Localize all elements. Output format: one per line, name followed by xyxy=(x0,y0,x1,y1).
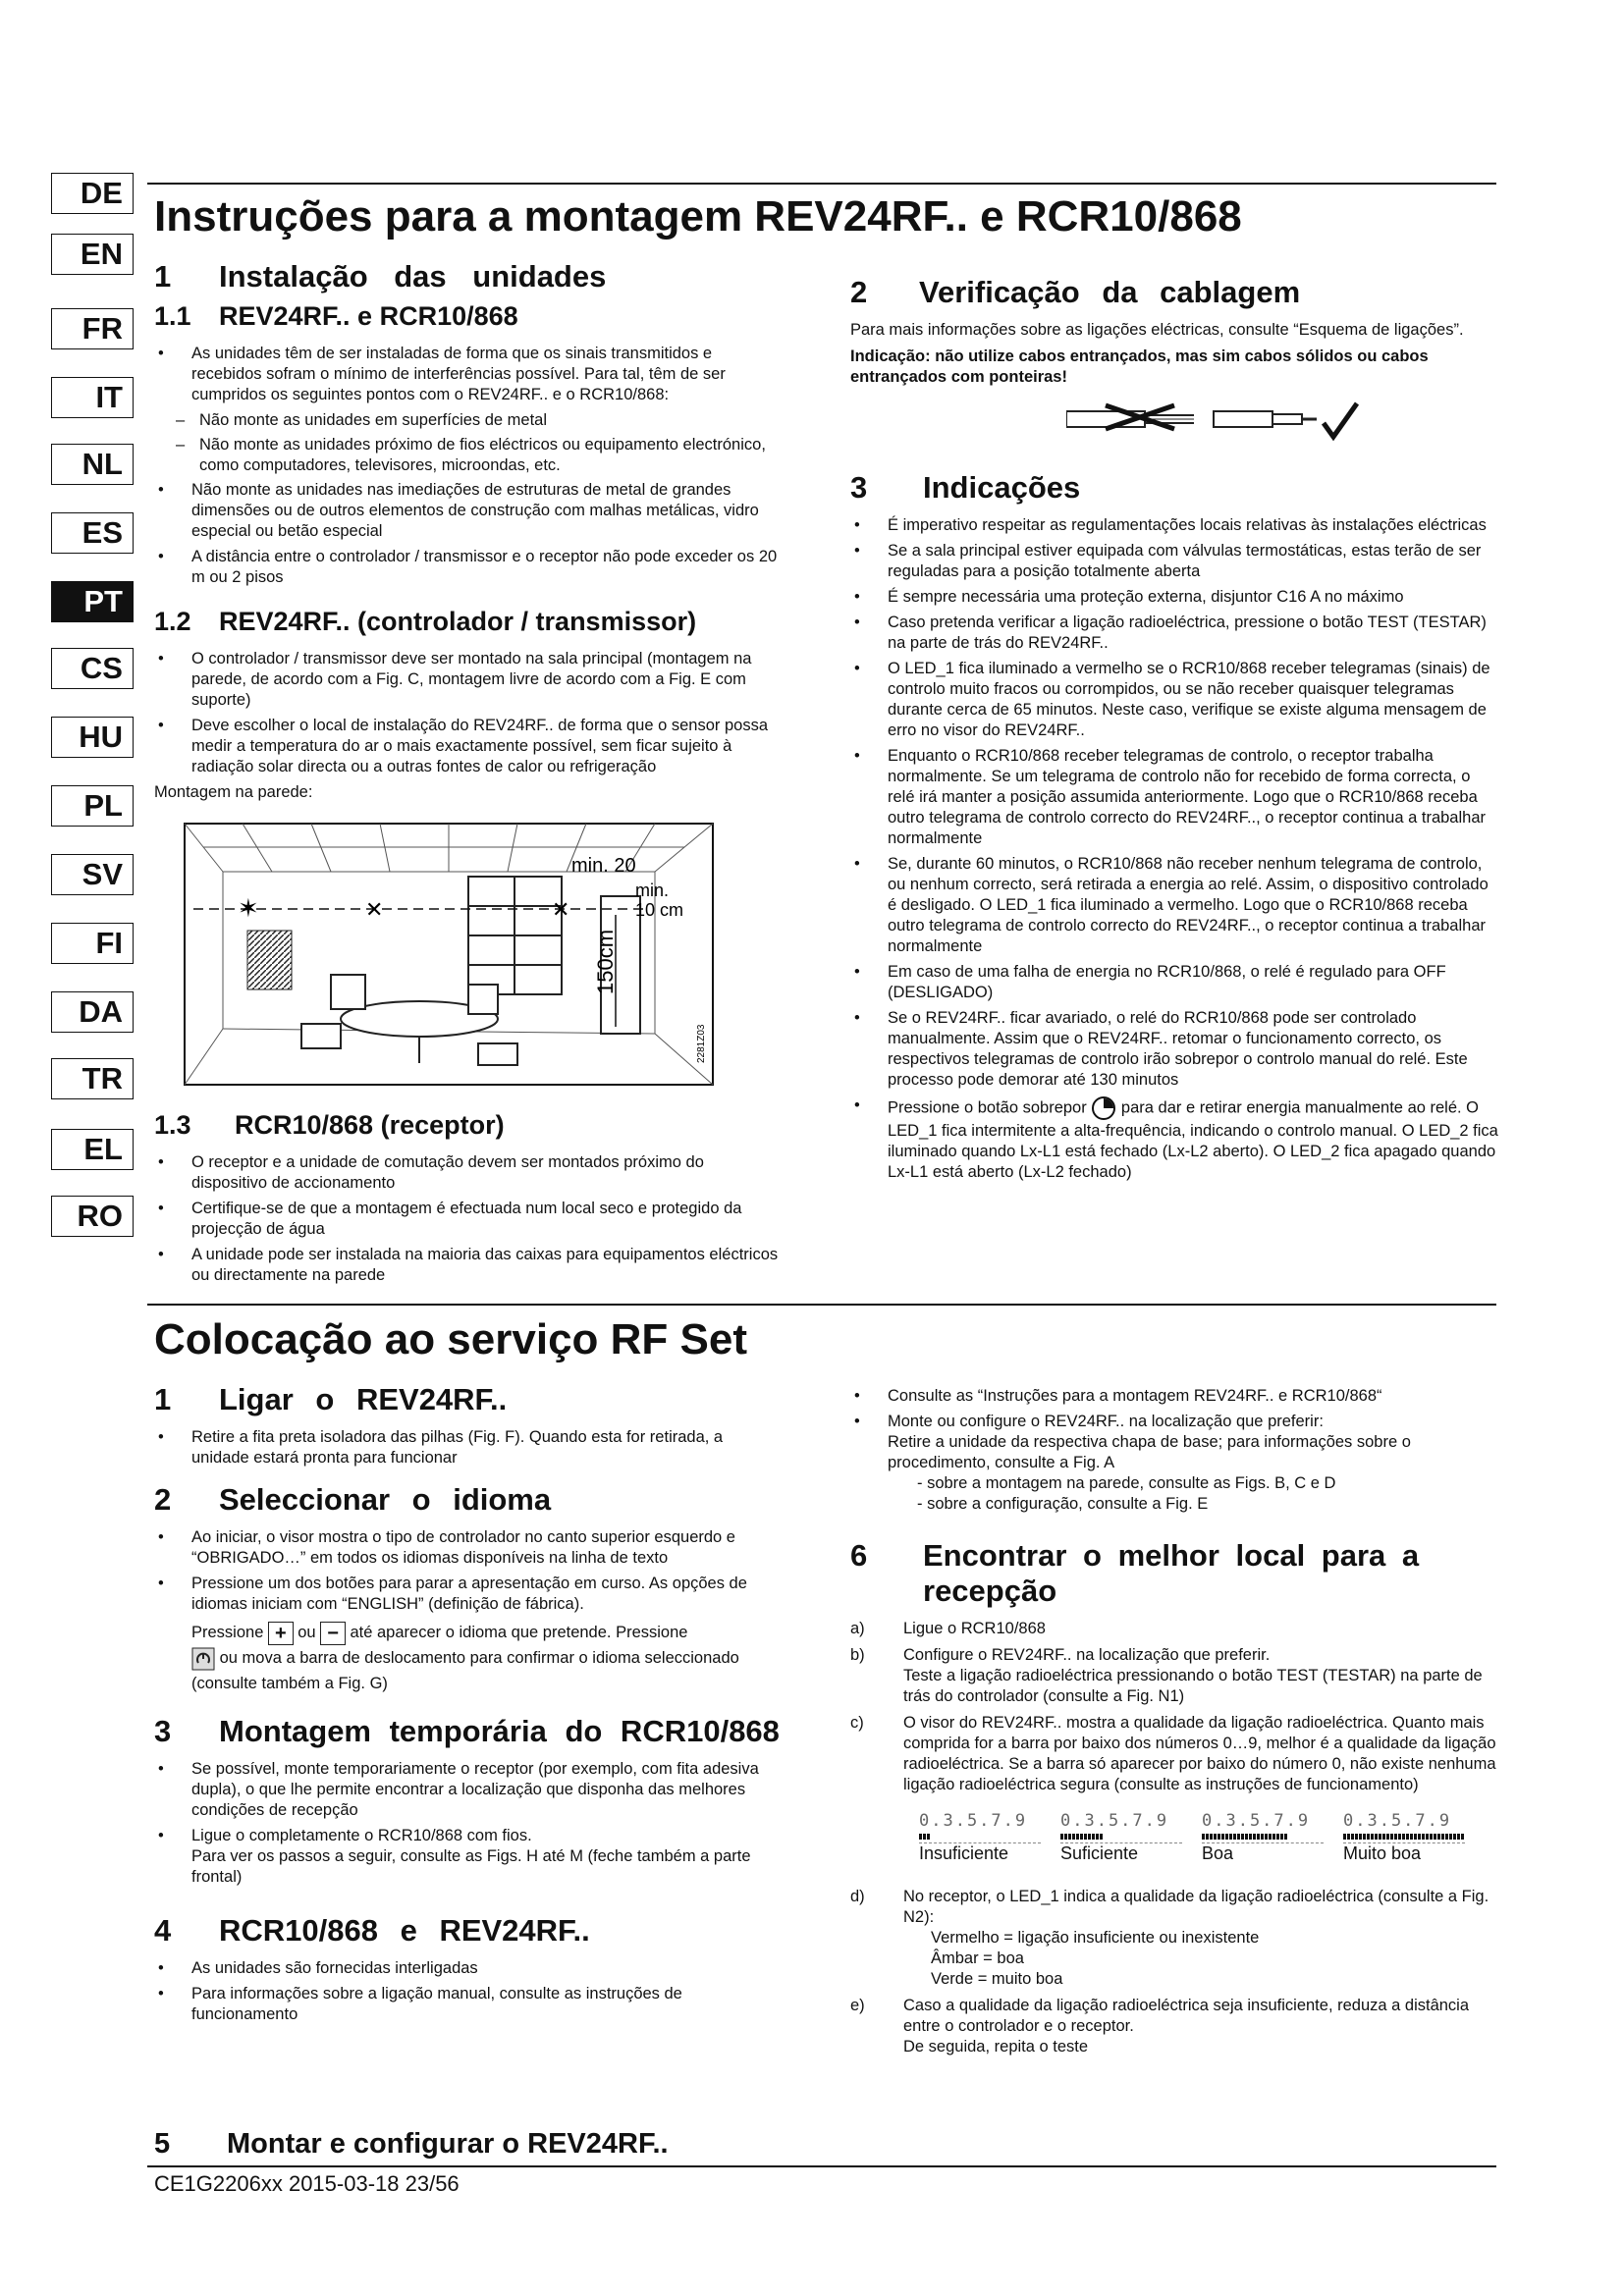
footer-rule xyxy=(147,2165,1496,2167)
signal-label: Boa xyxy=(1202,1843,1234,1863)
bullet: • Se a sala principal estiver equipada com válvulas termostáticas, estas terão de ser reguladas para a posição totalmente aberta xyxy=(850,541,1500,582)
dash-text: Não monte as unidades próximo de fios eléctricos ou equipamento electrónico, como computadores, televisores, microondas, etc. xyxy=(199,436,766,474)
section-title: Verificação da cablagem xyxy=(919,275,1301,309)
language-tab-tr[interactable]: TR xyxy=(51,1058,134,1099)
signal-digits: 0.3.5.7.9 xyxy=(1060,1811,1169,1831)
dash-item: – Não monte as unidades em superfícies de metal xyxy=(176,411,548,429)
scroll-confirm-icon xyxy=(191,1647,215,1671)
section-title: REV24RF.. (controlador / transmissor) xyxy=(219,607,697,636)
bullet xyxy=(850,1412,1500,1515)
step-text: Configure o REV24RF.. na localização que preferir. xyxy=(903,1646,1271,1664)
signal-digits: 0.3.5.7.9 xyxy=(1202,1811,1311,1831)
language-tab-es[interactable]: ES xyxy=(51,512,134,554)
section-title: Encontrar o melhor local para a recepção xyxy=(923,1538,1420,1608)
section-number: 2 xyxy=(154,1482,172,1517)
dim-min20: min. 20 xyxy=(571,855,636,877)
bullet: • Certifique-se de que a montagem é efectuada num local seco e protegido da projecção de água xyxy=(154,1199,783,1240)
until-text: até aparecer o idioma que pretende. Pressione xyxy=(350,1624,688,1641)
step-a xyxy=(850,1619,1500,1639)
step-key: c) xyxy=(850,1714,864,1732)
override-button-icon xyxy=(1091,1095,1116,1121)
section-title: Montagem temporária do RCR10/868 xyxy=(219,1714,780,1748)
top-rule xyxy=(147,183,1496,185)
confirm-text: ou mova a barra de deslocamento para confirmar o idioma seleccionado (consulte também a Fig. G) xyxy=(191,1649,739,1692)
language-tab-sv[interactable]: SV xyxy=(51,854,134,895)
section-number: 2 xyxy=(850,275,868,309)
bullet: • A distância entre o controlador / transmissor e o receptor não pode exceder os 20 m ou 2 pisos xyxy=(154,547,783,588)
section-title: Montar e configurar o REV24RF.. xyxy=(227,2128,669,2160)
bullet: • Ao iniciar, o visor mostra o tipo de controlador no canto superior esquerdo e “OBRIGADO…” em todos os idiomas disponíveis na linha de texto xyxy=(154,1527,783,1569)
bullet: • Não monte as unidades nas imediações de estruturas de metal de grandes dimensões ou de outros elementos de construção com malhas metálicas, vidro especial ou betão especial xyxy=(154,480,783,542)
led-green: Verde = muito boa xyxy=(931,1970,1063,1988)
step-key: a) xyxy=(850,1620,865,1637)
signal-quality-row xyxy=(850,1811,1500,1865)
dash-text: Não monte as unidades em superfícies de metal xyxy=(199,411,548,429)
signal-indicator xyxy=(919,1811,1041,1864)
step-text: No receptor, o LED_1 indica a qualidade da ligação radioeléctrica (consulte a Fig. N2): xyxy=(903,1888,1489,1926)
bullet: • Deve escolher o local de instalação do REV24RF.. de forma que o sensor possa medir a temperatura do ar o mais exactamente possível, sem ficar sujeito à radiação solar directa ou a outras fontes de calor ou refrigeração xyxy=(154,716,783,777)
signal-label: Insuficiente xyxy=(919,1843,1009,1863)
step-text: Caso a qualidade da ligação radioeléctrica seja insuficiente, reduza a distância entre o controlador e o receptor. xyxy=(903,1997,1470,2035)
language-tab-fi[interactable]: FI xyxy=(51,923,134,964)
section-title: Instalação das unidades xyxy=(219,259,607,294)
signal-indicator xyxy=(1060,1811,1182,1864)
section-number: 1.3 xyxy=(154,1110,191,1140)
override-text-b: para dar e retirar energia manualmente ao relé. O LED_1 fica intermitente a alta-frequência, indicando o controlo manual. O LED_2 fica iluminado quando Lx-L1 está fechado (Lx-L2 aberto). O LED_2 fica apagado quando Lx-L1 está aberto (Lx-L2 fechado) xyxy=(888,1098,1498,1181)
signal-indicator xyxy=(1202,1811,1324,1864)
step-key: d) xyxy=(850,1888,865,1905)
press-text: Pressione xyxy=(191,1624,264,1641)
section-number: 6 xyxy=(850,1538,868,1573)
bullet: • Consulte as “Instruções para a montagem REV24RF.. e RCR10/868“ xyxy=(850,1386,1500,1407)
signal-digits: 0.3.5.7.9 xyxy=(919,1811,1028,1831)
or-text: ou xyxy=(298,1624,316,1641)
signal-indicator xyxy=(1343,1811,1465,1864)
bullet: • Pressione um dos botões para parar a apresentação em curso. As opções de idiomas iniciam com “ENGLISH” (definição de fábrica). xyxy=(154,1574,783,1615)
section-title: Indicações xyxy=(923,470,1081,505)
figure-code: 2281Z03 xyxy=(696,1024,707,1063)
section-number: 3 xyxy=(154,1714,172,1748)
section-number: 1.2 xyxy=(154,607,191,636)
rf-set-left-column xyxy=(154,1376,783,2030)
bullet: • As unidades são fornecidas interligadas xyxy=(154,1958,783,1979)
language-tab-pl[interactable]: PL xyxy=(51,785,134,827)
wall-mount-label: Montagem na parede: xyxy=(154,783,313,801)
step-key: b) xyxy=(850,1646,865,1664)
footer-code: CE1G2206xx 2015-03-18 23/56 xyxy=(154,2171,460,2196)
language-tab-fr[interactable]: FR xyxy=(51,308,134,349)
section-number: 1.1 xyxy=(154,301,191,331)
bullet: • Retire a fita preta isoladora das pilhas (Fig. F). Quando esta for retirada, a unidade estará pronta para funcionar xyxy=(154,1427,783,1468)
section-number: 5 xyxy=(154,2128,171,2160)
bullet: • É imperativo respeitar as regulamentações locais relativas às instalações eléctricas xyxy=(850,515,1500,536)
wiring-note: Indicação: não utilize cabos entrançados, mas sim cabos sólidos ou cabos entrançados com ponteiras! xyxy=(850,347,1429,386)
language-tab-de[interactable]: DE xyxy=(51,173,134,214)
signal-bar xyxy=(1343,1834,1465,1840)
bullet xyxy=(154,1826,783,1888)
section-5-header xyxy=(154,2126,669,2162)
bullet xyxy=(850,1095,1500,1183)
cable-cross-icon xyxy=(1066,401,1371,441)
section-number: 1 xyxy=(154,259,172,294)
dash-item: – Não monte as unidades próximo de fios eléctricos ou equipamento electrónico, como computadores, televisores, microondas, etc. xyxy=(176,436,766,474)
language-tab-pt[interactable]: PT xyxy=(51,581,134,622)
section-title: Ligar o REV24RF.. xyxy=(219,1382,508,1416)
bullet: • Em caso de uma falha de energia no RCR10/868, o relé é regulado para OFF (DESLIGADO) xyxy=(850,962,1500,1003)
signal-label: Muito boa xyxy=(1343,1843,1422,1863)
bullet-line: Ligue o completamente o RCR10/868 com fios. xyxy=(191,1827,532,1844)
bullet-line: Para ver os passos a seguir, consulte as Figs. H até M (feche também a parte frontal) xyxy=(191,1847,751,1886)
step-text: Teste a ligação radioeléctrica pressionando o botão TEST (TESTAR) na parte de trás do controlador (consulte a Fig. N1) xyxy=(903,1667,1483,1705)
bullet: • Se o REV24RF.. ficar avariado, o relé do RCR10/868 pode ser controlado manualmente. Assim que o REV24RF.. retomar o funcionamento correcto, os respectivos telegramas de controlo irão sobrepor o controlo manual do relé. Este processo pode demorar até 130 minutos xyxy=(850,1008,1500,1091)
dim-min: min. xyxy=(635,881,670,900)
signal-bar xyxy=(919,1834,931,1840)
override-text-a: Pressione o botão sobrepor xyxy=(888,1098,1087,1117)
bullet: • A unidade pode ser instalada na maioria das caixas para equipamentos eléctricos ou directamente na parede xyxy=(154,1245,783,1286)
plus-button[interactable]: + xyxy=(268,1622,294,1645)
language-tab-cs[interactable]: CS xyxy=(51,648,134,689)
middle-rule xyxy=(147,1304,1496,1306)
section-number: 4 xyxy=(154,1913,172,1948)
svg-text:✕: ✕ xyxy=(552,898,570,923)
rf-set-right-column xyxy=(850,1386,1500,2063)
section-title-rf-set: Colocação ao serviço RF Set xyxy=(154,1315,747,1363)
section-title: RCR10/868 e REV24RF.. xyxy=(219,1913,590,1948)
minus-button[interactable]: − xyxy=(320,1622,346,1645)
language-tab-da[interactable]: DA xyxy=(51,991,134,1033)
signal-label: Suficiente xyxy=(1060,1843,1139,1863)
bullet-line: Monte ou configure o REV24RF.. na localização que preferir: xyxy=(888,1413,1324,1430)
step-key: e) xyxy=(850,1997,865,2014)
language-instructions xyxy=(154,1620,783,1696)
bullet: • O receptor e a unidade de comutação devem ser montados próximo do dispositivo de accionamento xyxy=(154,1152,783,1194)
dim-10cm: 10 cm xyxy=(635,900,684,920)
install-column xyxy=(154,259,783,1291)
language-tab-nl[interactable]: NL xyxy=(51,444,134,485)
bullet-line: - sobre a configuração, consulte a Fig. E xyxy=(917,1495,1209,1513)
room-illustration xyxy=(184,823,714,1086)
step-text: O visor do REV24RF.. mostra a qualidade da ligação radioeléctrica. Quanto mais comprida for a barra por baixo dos números 0…9, melhor é a qualidade da ligação radioeléctrica. Se a barra só aparecer por baixo do número 0, não existe nenhuma ligação radioeléctrica segura (consulte as instruções de funcionamento) xyxy=(903,1714,1496,1793)
step-text: Ligue o RCR10/868 xyxy=(903,1620,1046,1637)
bullet: • O LED_1 fica iluminado a vermelho se o RCR10/868 receber telegramas (sinais) de controlo muito fracos ou corrompidos, ou se não receber quaisquer telegramas durante cerca de 65 minutos. Neste caso, verifique se existe alguma mensagem de erro no visor do REV24RF.. xyxy=(850,659,1500,741)
bullet: • As unidades têm de ser instaladas de forma que os sinais transmitidos e recebidos sofram o mínimo de interferências possível. Para tal, têm de ser cumpridos os seguintes pontos com o REV24RF.. e o RCR10/868: xyxy=(154,344,783,405)
language-tab-en[interactable]: EN xyxy=(51,234,134,275)
language-tab-hu[interactable]: HU xyxy=(51,717,134,758)
bullet: • É sempre necessária uma proteção externa, disjuntor C16 A no máximo xyxy=(850,587,1500,608)
language-tab-it[interactable]: IT xyxy=(51,377,134,418)
bullet-line: - sobre a montagem na parede, consulte as Figs. B, C e D xyxy=(917,1474,1336,1492)
bullet: • O controlador / transmissor deve ser montado na sala principal (montagem na parede, de acordo com a Fig. C, montagem livre de acordo com a Fig. E com suporte) xyxy=(154,649,783,711)
page-title: Instruções para a montagem REV24RF.. e RCR10/868 xyxy=(154,192,1242,240)
wiring-text: Para mais informações sobre as ligações eléctricas, consulte “Esquema de ligações”. xyxy=(850,321,1464,339)
step-text: De seguida, repita o teste xyxy=(903,2038,1089,2056)
bullet: • Se, durante 60 minutos, o RCR10/868 não receber nenhum telegrama de controlo, ou nenhum correcto, será retirada a energia ao relé. Assim, o dispositivo controlado é desligado. O LED_1 fica iluminado a vermelho. Logo que o RCR10/868 receba outro telegrama de controlo correcto do REV24RF.., o receptor continua a trabalhar normalmente xyxy=(850,854,1500,957)
step-b xyxy=(850,1645,1500,1707)
section-number: 3 xyxy=(850,470,868,505)
wiring-column xyxy=(850,275,1500,1188)
svg-text:✶: ✶ xyxy=(238,894,259,924)
bullet: • Caso pretenda verificar a ligação radioeléctrica, pressione o botão TEST (TESTAR) na parte de trás do REV24RF.. xyxy=(850,613,1500,654)
svg-text:✕: ✕ xyxy=(365,898,384,923)
step-c xyxy=(850,1713,1500,1795)
language-tab-el[interactable]: EL xyxy=(51,1129,134,1170)
bullet: • Para informações sobre a ligação manual, consulte as instruções de funcionamento xyxy=(154,1984,783,2025)
section-title: Seleccionar o idioma xyxy=(219,1482,552,1517)
signal-bar xyxy=(1202,1834,1287,1840)
bullet-line: Retire a unidade da respectiva chapa de base; para informações sobre o procedimento, consulte a Fig. A xyxy=(888,1433,1411,1471)
section-number: 1 xyxy=(154,1382,172,1416)
step-d xyxy=(850,1887,1500,1990)
signal-bar xyxy=(1060,1834,1103,1840)
language-tab-ro[interactable]: RO xyxy=(51,1196,134,1237)
led-red: Vermelho = ligação insuficiente ou inexistente xyxy=(931,1929,1260,1947)
bullet: • Se possível, monte temporariamente o receptor (por exemplo, com fita adesiva dupla), o que lhe permite encontrar a localização que disponha das melhores condições de recepção xyxy=(154,1759,783,1821)
section-title: REV24RF.. e RCR10/868 xyxy=(219,301,518,331)
dim-150cm: 150cm xyxy=(593,929,618,994)
section-title: RCR10/868 (receptor) xyxy=(235,1110,505,1140)
bullet: • Enquanto o RCR10/868 receber telegramas de controlo, o receptor trabalha normalmente. Se um telegrama de controlo não for recebido de forma correcta, o relé irá manter a posição assumida anteriormente. Logo que o RCR10/868 receba outro telegrama de controlo correcto do REV24RF.., o receptor continua a trabalhar normalmente xyxy=(850,746,1500,849)
led-amber: Âmbar = boa xyxy=(931,1949,1024,1967)
step-e xyxy=(850,1996,1500,2057)
signal-digits: 0.3.5.7.9 xyxy=(1343,1811,1452,1831)
